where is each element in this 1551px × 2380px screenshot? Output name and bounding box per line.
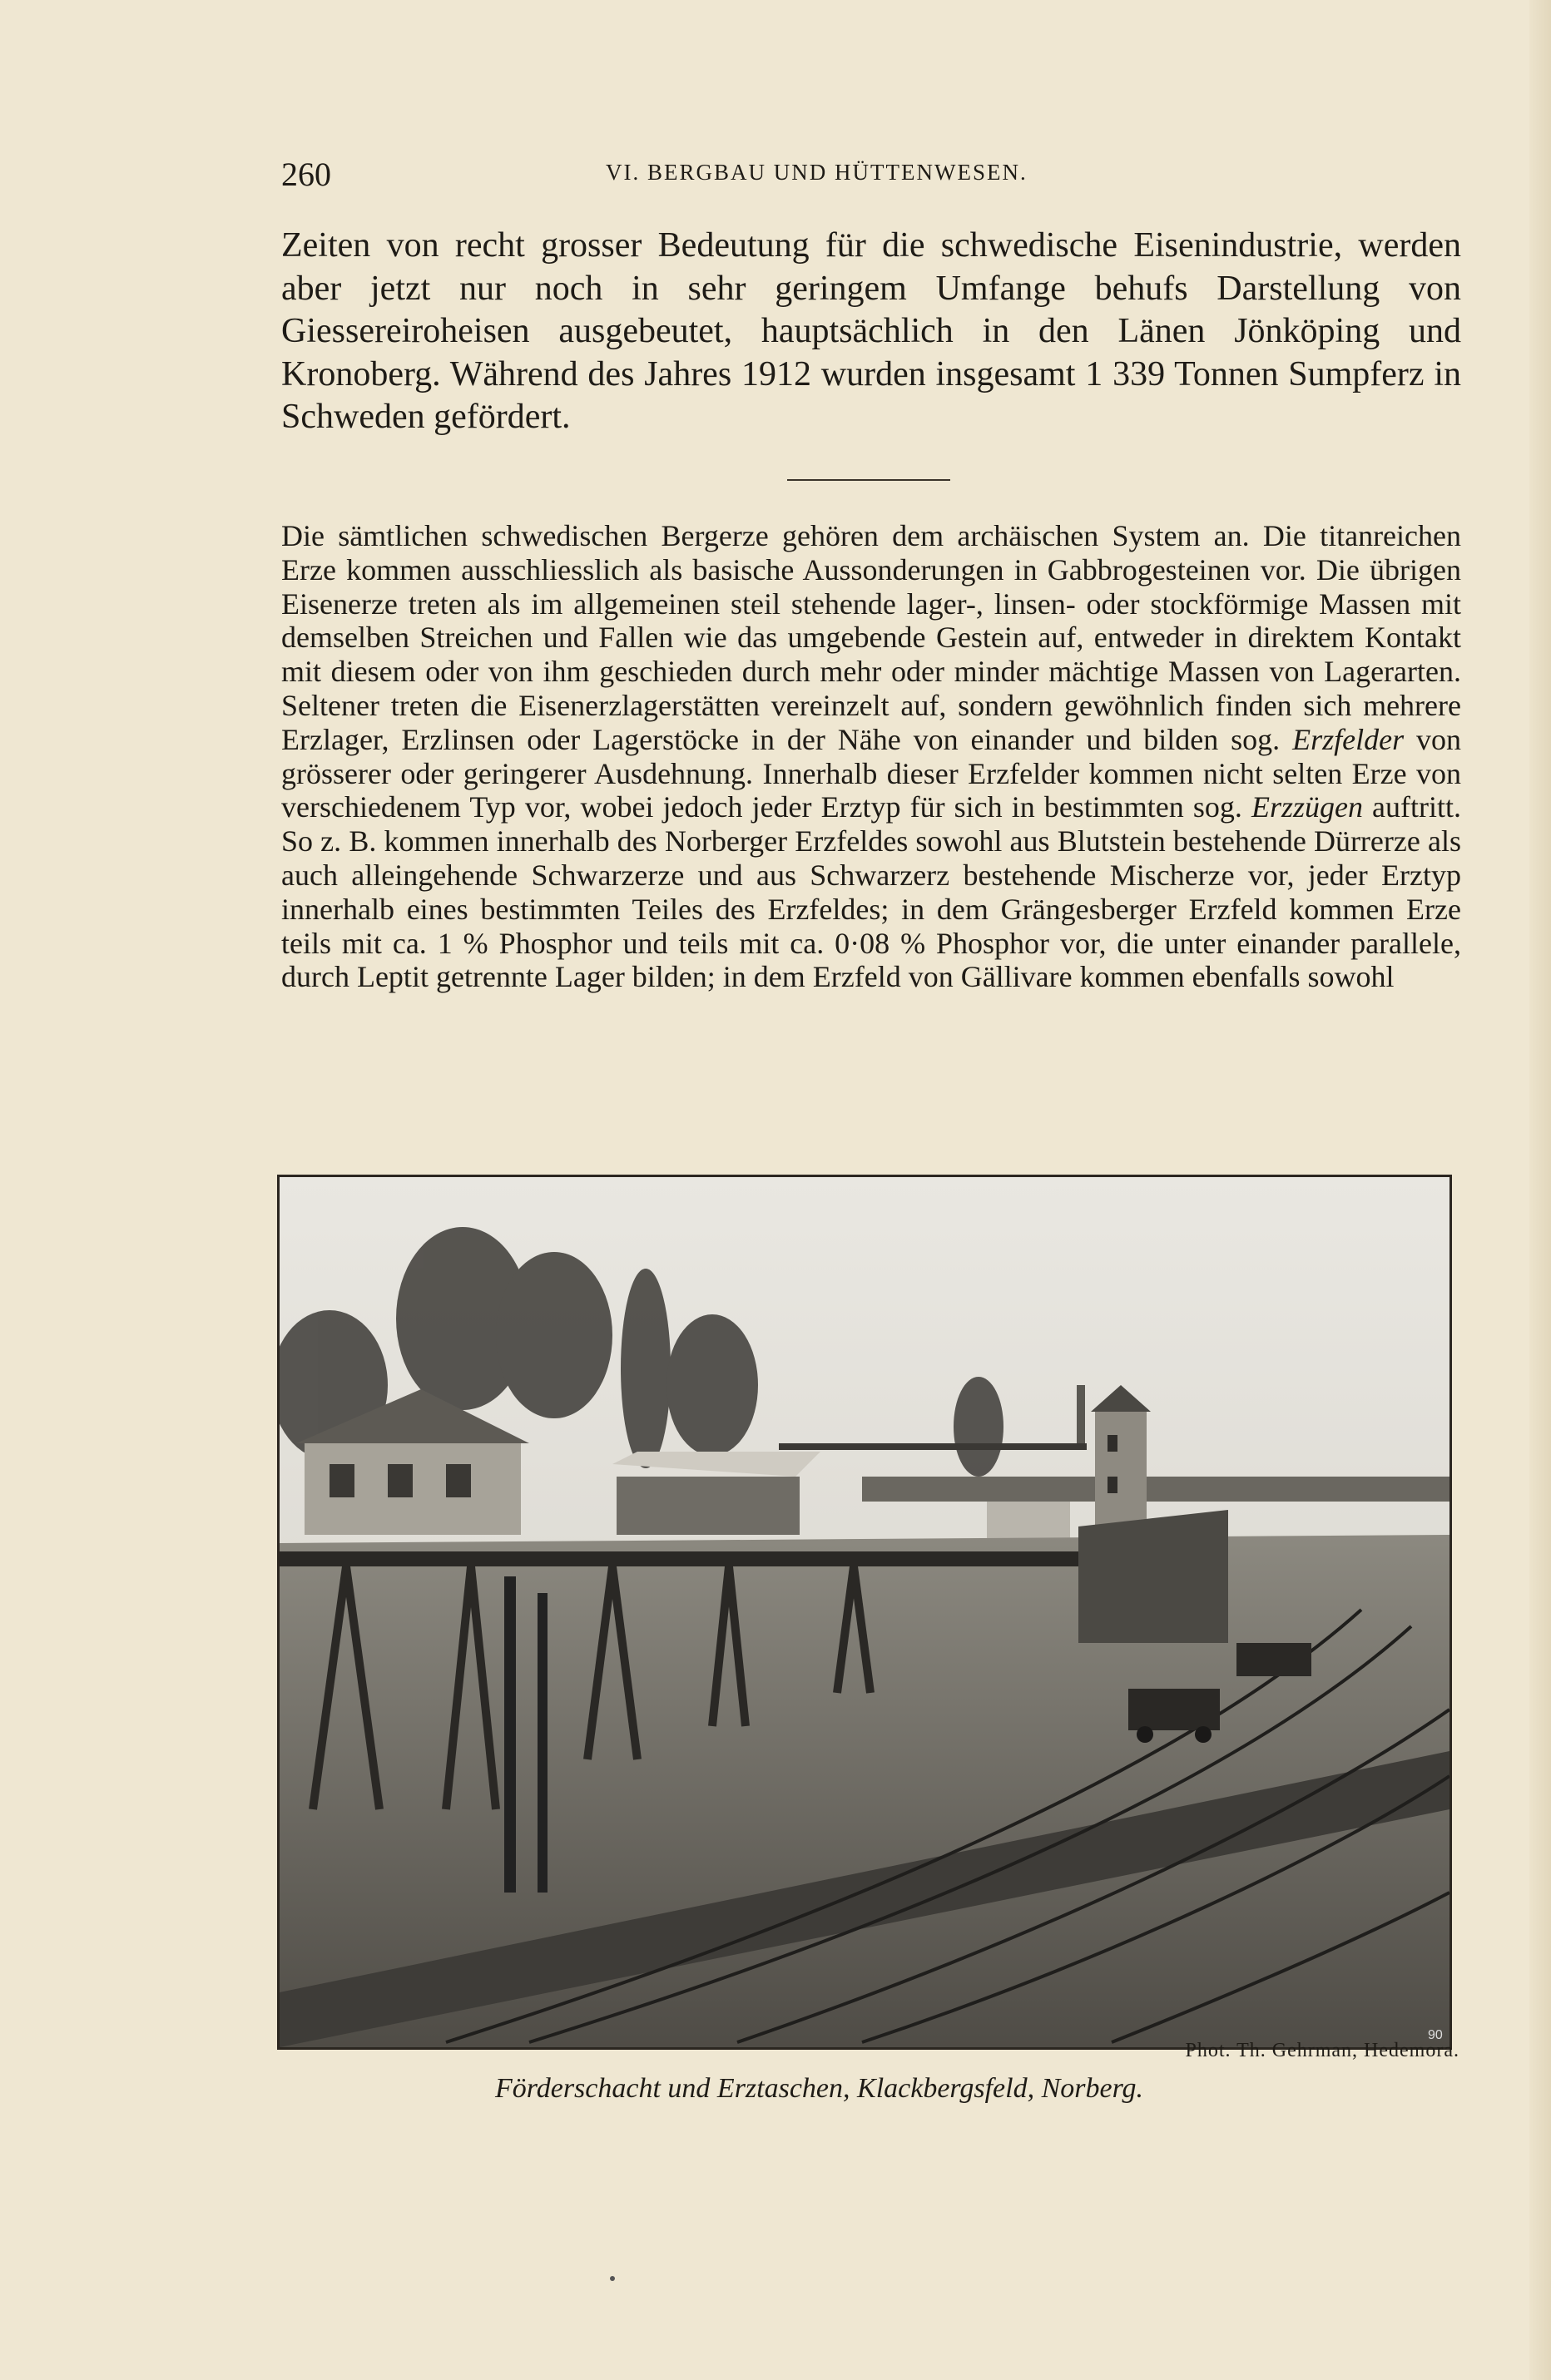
- paragraph-text: von grösserer oder geringerer Ausdehnung. Innerhalb dieser Erzfelder kommen nicht selten Erze von verschiedenem Typ vor, wobei jedoch jeder Erztyp für sich in bestimmten sog.: [281, 722, 1462, 824]
- paragraph-text: Die sämtlichen schwedischen Bergerze gehören dem archäischen System an. Die titanreichen Erze kommen ausschliesslich als basische Aussonderungen in Gabbrogesteinen vor. Die übrigen Eisenerze treten als im allgemeinen steil stehende lager-, linsen- oder stockförmige Massen mit demselben Streichen und Fallen wie das umgebende Gestein auf, entweder in direktem Kontakt mit diesem oder von ihm geschieden durch mehr oder minder mächtige Massen von Lagerarten. Seltener treten die Eisenerzlagerstätten vereinzelt auf, sondern gewöhnlich finden sich mehrere Erzlager, Erzlinsen oder Lagerstöcke in der Nähe von einander und bilden sog.: [281, 519, 1461, 756]
- paragraph-sumpferz: Zeiten von recht grosser Bedeutung für die schwedische Eisenindustrie, werden aber jetzt nur noch in sehr geringem Umfange behufs Darstellung von Giessereiroheisen ausgebeutet, hauptsächlich in den Länen Jönköping und Kronoberg. Während des Jahres 1912 wurden insgesamt 1 339 Tonnen Sumpferz in Schweden gefördert.: [281, 226, 1461, 436]
- section-divider: [787, 479, 950, 481]
- photo-illustration: [280, 1177, 1449, 2047]
- photo-corner-mark: 90: [1428, 2028, 1443, 2042]
- term-erzfelder: Erzfelder: [1292, 722, 1405, 756]
- page-number: 260: [281, 156, 331, 193]
- running-header: [281, 155, 1463, 196]
- section-title: VI. BERGBAU UND HÜTTENWESEN.: [606, 160, 1028, 185]
- paragraph-text: auftritt. So z. B. kommen innerhalb des Norberger Erzfeldes sowohl aus Blutstein bestehende Dürrerze als auch alleingehende Schwarzerze und aus Schwarzerz bestehende Mischerze vor, jeder Erztyp innerhalb eines bestimmten Teiles des Erzfeldes; in dem Grängesberger Erzfeld kommen Erze teils mit ca. 1 % Phosphor und teils mit ca. 0·08 % Phosphor vor, die unter einander parallele, durch Leptit getrennte Lager bilden; in dem Erzfeld von Gällivare kommen ebenfalls sowohl: [281, 790, 1461, 994]
- photo-credit: Phot. Th. Gehrman, Hedemora.: [1185, 2040, 1459, 2061]
- printing-speck: [610, 2276, 615, 2281]
- paragraph-bergerze: [281, 519, 1461, 994]
- mine-photograph: [277, 1175, 1452, 2050]
- page-edge-shadow: [1529, 0, 1551, 2380]
- term-erzzuegen: Erzzügen: [1251, 790, 1363, 824]
- figure-caption: Förderschacht und Erztaschen, Klackbergsfeld, Norberg.: [495, 2073, 1144, 2104]
